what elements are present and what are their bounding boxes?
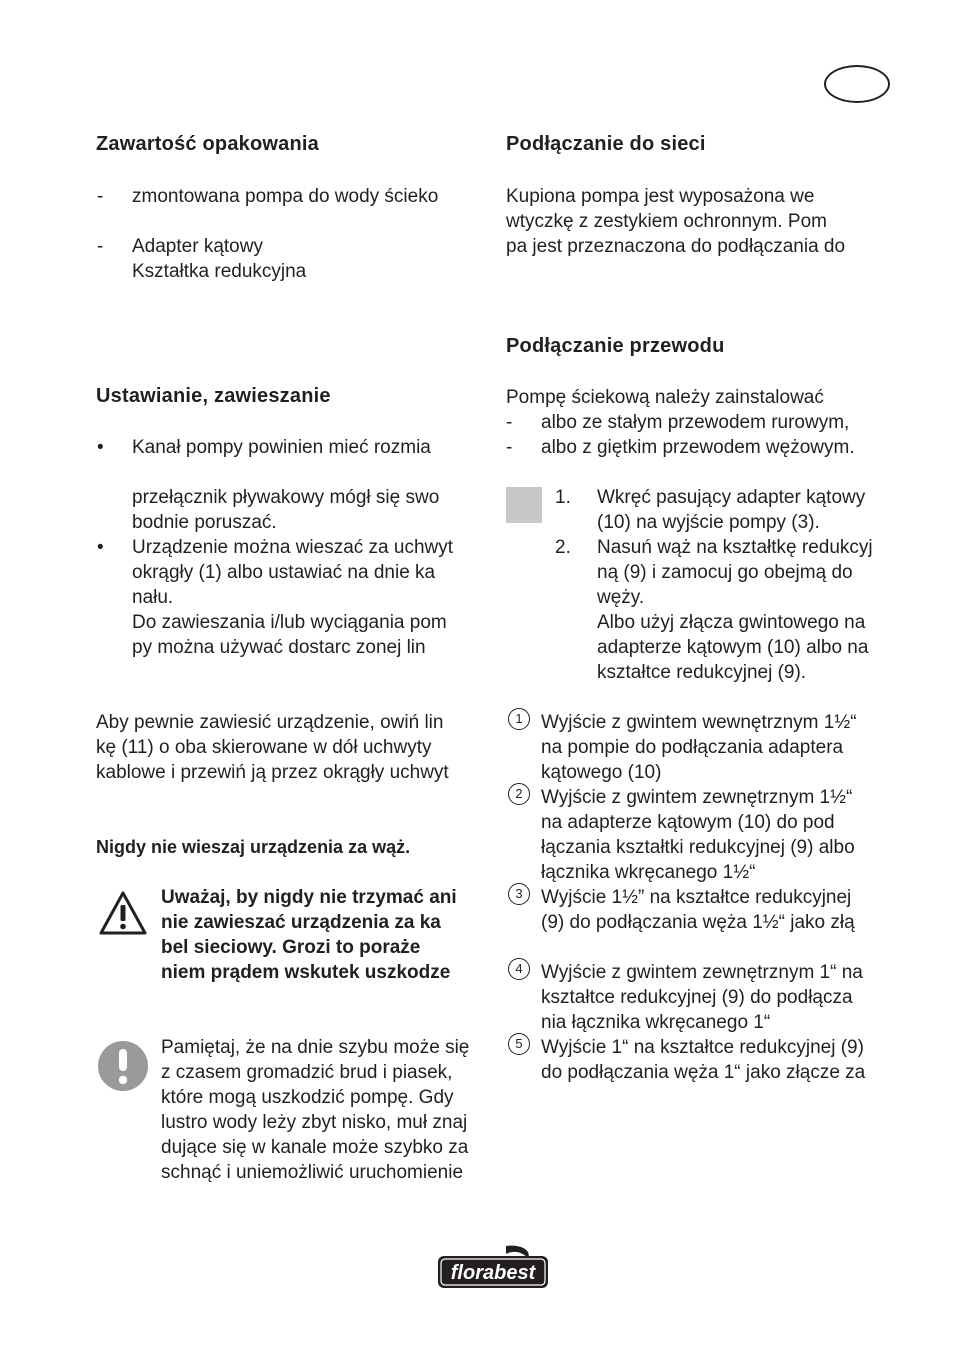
note-line3: które mogą uszkodzić pompę. Gdy xyxy=(161,1087,454,1108)
outlet-4-line2: kształtce redukcyjnej (9) do podłącza xyxy=(541,987,853,1008)
outlet-5-line2: do podłączania węża 1“ jako złącze za xyxy=(541,1062,866,1083)
setup-para-line2: kę (11) o oba skierowane w dół uchwyty xyxy=(96,737,432,758)
note-line2: z czasem gromadzić brud i piasek, xyxy=(161,1062,453,1083)
setup-bullet1-line2: przełącznik pływakowy mógł się swo xyxy=(132,487,440,508)
step2-line1: Nasuń wąż na kształtkę redukcyj xyxy=(597,537,873,558)
setup-bullet1-line3: bodnie poruszać. xyxy=(132,512,277,533)
warning-line3: bel sieciowy. Grozi to poraże xyxy=(161,937,421,958)
outlet-4-line3: nia łącznika wkręcanego 1“ xyxy=(541,1012,771,1033)
setup-bullet1-mark: • xyxy=(97,437,104,458)
mains-line3: pa jest przeznaczona do podłączania do xyxy=(506,236,846,257)
note-line6: schnąć i uniemożliwić uruchomienie xyxy=(161,1162,464,1183)
outlet-3-number: 3 xyxy=(508,883,530,905)
setup-bullet2-line5: py można używać dostarc zonej lin xyxy=(132,637,426,658)
step1-line1: Wkręć pasujący adapter kątowy xyxy=(597,487,866,508)
outlet-2-line3: łączania kształtki redukcyjnej (9) albo xyxy=(541,837,855,858)
hose-opt2-mark: - xyxy=(506,437,513,458)
mains-heading: Podłączanie do sieci xyxy=(506,133,706,155)
warning-line4: niem prądem wskutek uszkodze xyxy=(161,962,451,983)
florabest-logo xyxy=(436,1244,550,1290)
outlet-1-line3: kątowego (10) xyxy=(541,762,662,783)
step2-line2: ną (9) i zamocuj go obejmą do xyxy=(597,562,853,583)
outlet-3-line2: (9) do podłączania węża 1½“ jako złą xyxy=(541,912,855,933)
contents-item2-line1: Adapter kątowy xyxy=(132,236,263,257)
contents-item1: zmontowana pompa do wody ścieko xyxy=(132,186,439,207)
note-line4: lustro wody leży zbyt nisko, muł znaj xyxy=(161,1112,468,1133)
warning-line1: Uważaj, by nigdy nie trzymać ani xyxy=(161,887,457,908)
mains-line2: wtyczkę z zestykiem ochronnym. Pom xyxy=(506,211,827,232)
setup-bullet1-line1: Kanał pompy powinien mieć rozmia xyxy=(132,437,431,458)
warning-line2: nie zawieszać urządzenia za ka xyxy=(161,912,441,933)
outlet-4-number: 4 xyxy=(508,958,530,980)
mains-line1: Kupiona pompa jest wyposażona we xyxy=(506,186,815,207)
step2-number: 2. xyxy=(555,537,571,558)
never-hang-note: Nigdy nie wieszaj urządzenia za wąż. xyxy=(96,837,411,857)
outlet-5-number: 5 xyxy=(508,1033,530,1055)
contents-item2-line2: Kształtka redukcyjna xyxy=(132,261,307,282)
logo-text: florabest xyxy=(450,1262,536,1284)
step2-line3: węży. xyxy=(597,587,645,608)
illustration-placeholder xyxy=(506,487,542,523)
language-badge xyxy=(824,65,890,103)
note-line5: dujące się w kanale może szybko za xyxy=(161,1137,469,1158)
outlet-2-line2: na adapterze kątowym (10) do pod xyxy=(541,812,835,833)
warning-triangle-icon xyxy=(98,890,148,936)
step1-number: 1. xyxy=(555,487,571,508)
outlet-5-line1: Wyjście 1“ na kształtce redukcyjnej (9) xyxy=(541,1037,864,1058)
step2-line5: adapterze kątowym (10) albo na xyxy=(597,637,869,658)
step2-line6: kształtce redukcyjnej (9). xyxy=(597,662,807,683)
outlet-1-number: 1 xyxy=(508,708,530,730)
setup-para-line1: Aby pewnie zawiesić urządzenie, owiń lin xyxy=(96,712,444,733)
outlet-2-line1: Wyjście z gwintem zewnętrznym 1½“ xyxy=(541,787,853,808)
contents-heading: Zawartość opakowania xyxy=(96,133,319,155)
outlet-4-line1: Wyjście z gwintem zewnętrznym 1“ na xyxy=(541,962,863,983)
hose-opt1: albo ze stałym przewodem rurowym, xyxy=(541,412,850,433)
setup-bullet2-line3: nału. xyxy=(132,587,174,608)
step1-line2: (10) na wyjście pompy (3). xyxy=(597,512,820,533)
step2-line4: Albo użyj złącza gwintowego na xyxy=(597,612,866,633)
contents-item1-mark: - xyxy=(97,186,104,207)
contents-item2-mark: - xyxy=(97,236,104,257)
outlet-2-number: 2 xyxy=(508,783,530,805)
hose-heading: Podłączanie przewodu xyxy=(506,335,725,357)
setup-bullet2-line4: Do zawieszania i/lub wyciągania pom xyxy=(132,612,447,633)
outlet-2-line4: łącznika wkręcanego 1½“ xyxy=(541,862,756,883)
setup-bullet2-line1: Urządzenie można wieszać za uchwyt xyxy=(132,537,454,558)
outlet-1-line2: na pompie do podłączania adaptera xyxy=(541,737,844,758)
setup-heading: Ustawianie, zawieszanie xyxy=(96,385,331,407)
hose-opt1-mark: - xyxy=(506,412,513,433)
note-line1: Pamiętaj, że na dnie szybu może się xyxy=(161,1037,470,1058)
setup-para-line3: kablowe i przewiń ją przez okrągły uchwyt xyxy=(96,762,449,783)
outlet-3-line1: Wyjście 1½” na kształtce redukcyjnej xyxy=(541,887,852,908)
setup-bullet2-line2: okrągły (1) albo ustawiać na dnie ka xyxy=(132,562,436,583)
outlet-1-line1: Wyjście z gwintem wewnętrznym 1½“ xyxy=(541,712,857,733)
hose-intro: Pompę ściekową należy zainstalować xyxy=(506,387,824,408)
setup-bullet2-mark: • xyxy=(97,537,104,558)
hose-opt2: albo z giętkim przewodem wężowym. xyxy=(541,437,855,458)
exclamation-circle-icon xyxy=(97,1040,149,1092)
